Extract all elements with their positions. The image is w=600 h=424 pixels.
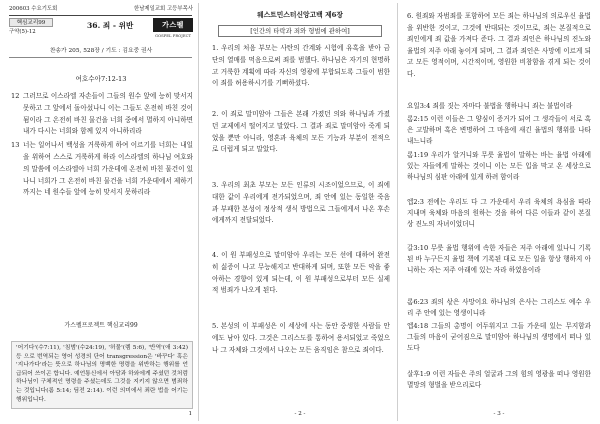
page-3 bbox=[401, 3, 597, 421]
proof-text: 살후1:9 이런 자들은 주의 얼굴과 그의 힘의 영광을 떠나 영원한 멸망의 형벌을 받으리로다 bbox=[407, 370, 591, 389]
verse-number: 12 bbox=[11, 92, 20, 100]
logo-text: 가스펠 bbox=[153, 18, 193, 32]
scripture-reference: 여호수아7:12-13 bbox=[75, 75, 127, 83]
hymn-rule bbox=[9, 57, 192, 58]
proof-text: 롬6:23 죄의 삯은 사망이요 하나님의 은사는 그리스도 예수 우리 주 안에 있는 영생이니라 bbox=[407, 298, 591, 317]
gospel-project-logo bbox=[153, 18, 193, 40]
proof-text: 롬1:19 우리가 알거니와 무릇 율법이 말하는 바는 율법 아래에 있는 자들에게 말하는 것이니 이는 모든 입을 막고 온 세상으로 하나님의 심판 아래에 있게 하려 함이라 bbox=[407, 151, 591, 181]
verse bbox=[11, 91, 193, 138]
doctrine-note-text: '어기다'(수7:11), '침범'(수24:19), '허물'(렘 5:6), '반역'(애 3:42) 등 으로 번역되는 영어 성경의 단어 transgression은 '바꾸다' 혹은 '지나가다'라는 뜻으로 하나님의 명백한 명령을 위반하는 행위를 언급되어 쓰이곤 합니다. 예언통신에서 아담과 하와에게 주셨던 것처럼 하나님이 구체적인 명령을 주셨는데도 그것을 지키지 않으면 범죄하는 것입니다(롬 5:14; 딤전 2:14). 이런 의미에서 죄란 법을 어기는 행위입니다. bbox=[16, 345, 188, 403]
proof-text: 갈3:10 무릇 율법 행위에 속한 자들은 저주 아래에 있나니 기록된 바 누구든지 율법 책에 기록된 대로 모든 일을 항상 행하지 아니하는 자는 저주 아래에 있는 자라 하였음이라 bbox=[407, 244, 591, 274]
paragraph: 5. 본성의 이 부패성은 이 세상에 사는 동안 중생한 사람들 안에도 남아 있다. 그것은 그리스도를 통하여 용서되었고 죽었으나 그 자체와 그것에서 나오는 모든 움직임은 참으로 죄이다. bbox=[212, 322, 390, 354]
series-label: 핵심교리99 bbox=[9, 18, 53, 27]
verse-number: 13 bbox=[11, 141, 20, 150]
lesson-header bbox=[9, 18, 193, 42]
page-number: - 2 - bbox=[294, 411, 306, 417]
verse-text: 너는 일어나서 백성을 거룩하게 하여 이르기를 너희는 내일을 위하여 스스로 거룩하게 하라 이스라엘의 하나님 여호와의 말씀에 이스라엘아 너희 가운데에 온전히 바친 물건이 있나니 너희가 그 온전히 바친 물건을 너희 가운데에서 제하기까지는 네 원수들 앞에 능히 맞서지 못하리라 bbox=[23, 141, 193, 197]
hymn-line: 찬송가 205, 528장 / 기도 : 김요중 권사 bbox=[49, 48, 153, 54]
logo-subtext: GOSPEL PROJECT bbox=[154, 33, 192, 38]
proof-text: 요일3:4 죄를 짓는 자마다 불법을 행하나니 죄는 불법이라 bbox=[407, 102, 573, 110]
doctrine-note-box bbox=[11, 341, 193, 409]
paragraph: 1. 우리의 처음 부모는 사탄의 간계와 시험에 유혹을 받아 금단의 열매를 먹음으로써 죄를 범했다. 하나님은 자기의 현명하고 거룩한 계획에 따라 자신의 영광에 부합되도록 그들이 범한 이 죄를 허용하시기를 기뻐하셨다. bbox=[212, 44, 390, 88]
proof-text: 엡4:18 그들의 총명이 어두워지고 그들 가운데 있는 무지함과 그들의 마음이 굳어짐으로 말미암아 하나님의 생명에서 떠나 있도다 bbox=[407, 322, 591, 352]
paragraph: 2. 이 죄로 말미암아 그들은 본래 가졌던 의와 하나님과 가졌던 교제에서 떨어지고 말았다. 그 결과 죄로 말미암아 죽게 되었을 뿐만 아니라, 영혼과 육체의 모든 기능과 부분이 전적으로 더럽게 되고 말았다. bbox=[212, 110, 390, 154]
page-number: - 3 - bbox=[493, 411, 505, 417]
paragraph: 6. 원죄와 자범죄를 포함하여 모든 죄는 하나님의 의로우신 율법을 위반한 것이고, 그것에 반대되는 것이므로, 죄는 본질적으로 죄인에게 죄 값을 가져다 준다. 그 결과 죄인은 하나님의 진노와 율법의 저주 아래 놓이게 되며, 그 결과 죄인은 사망에 이르게 되고 모든 영적이며, 시간적이며, 영원한 비참함을 겪게 되는 것이다. bbox=[407, 12, 591, 78]
page-1 bbox=[3, 3, 199, 421]
series-sub: 구약(5)-12 bbox=[9, 29, 36, 35]
proof-text: 롬2:15 이런 이들은 그 양심이 증거가 되어 그 생각들이 서로 혹은 고발하며 혹은 변명하여 그 마음에 새긴 율법의 행위를 나타내느니라 bbox=[407, 115, 591, 145]
paragraph: 4. 이 원 부패성으로 말미암아 우리는 모든 선에 대하여 완전히 싫증이 나고 무능해지고 반대하게 되며, 또한 모든 악을 좋아하는 경향이 있게 되는데, 이 원 부패성으로부터 모든 실제적 범죄가 나오게 된다. bbox=[212, 251, 390, 295]
page-number: 1 bbox=[188, 411, 192, 417]
verse bbox=[11, 140, 193, 199]
header-rule bbox=[9, 15, 192, 16]
page-2 bbox=[202, 3, 398, 421]
header-line bbox=[9, 6, 193, 13]
header-church: 한남제일교회 고등부목사 bbox=[134, 6, 193, 12]
box-heading: 가스펠프로젝트 핵심교리99 bbox=[64, 322, 138, 329]
paragraph: 3. 우리의 최초 부모는 모든 인류의 시조이었으므로, 이 죄에 대한 값이 우리에게 전가되었으며, 죄 안에 있는 동일한 죽음과 부패한 본성이 정상적 생식 방법으로 그들에게서 나온 후손에게까지 전달되었다. bbox=[212, 181, 390, 225]
confession-title: 웨스트민스터신앙고백 제6장 bbox=[257, 11, 343, 19]
confession-subtitle: [인간의 타락과 죄와 형벌에 관하여] bbox=[218, 25, 382, 37]
header-date: 200603 수요기도회 bbox=[9, 6, 58, 12]
proof-text: 엡2:3 전에는 우리도 다 그 가운데서 우리 육체의 욕심을 따라 지내며 육체와 마음의 원하는 것을 하여 다른 이들과 같이 본질상 진노의 자녀이었더니 bbox=[407, 198, 591, 228]
verse-text: 그러므로 이스라엘 자손들이 그들의 원수 앞에 능히 맞서지 못하고 그 앞에서 돌아섰나니 이는 그들도 온전히 바친 것이 됨이라 그 온전히 바친 물건을 너희 중에서 멸하지 아니하면 내가 다시는 너희와 함께 있지 아니하리라 bbox=[23, 92, 193, 136]
scripture-passage bbox=[11, 91, 193, 199]
lesson-title: 36. 죄 - 위반 bbox=[87, 21, 134, 30]
